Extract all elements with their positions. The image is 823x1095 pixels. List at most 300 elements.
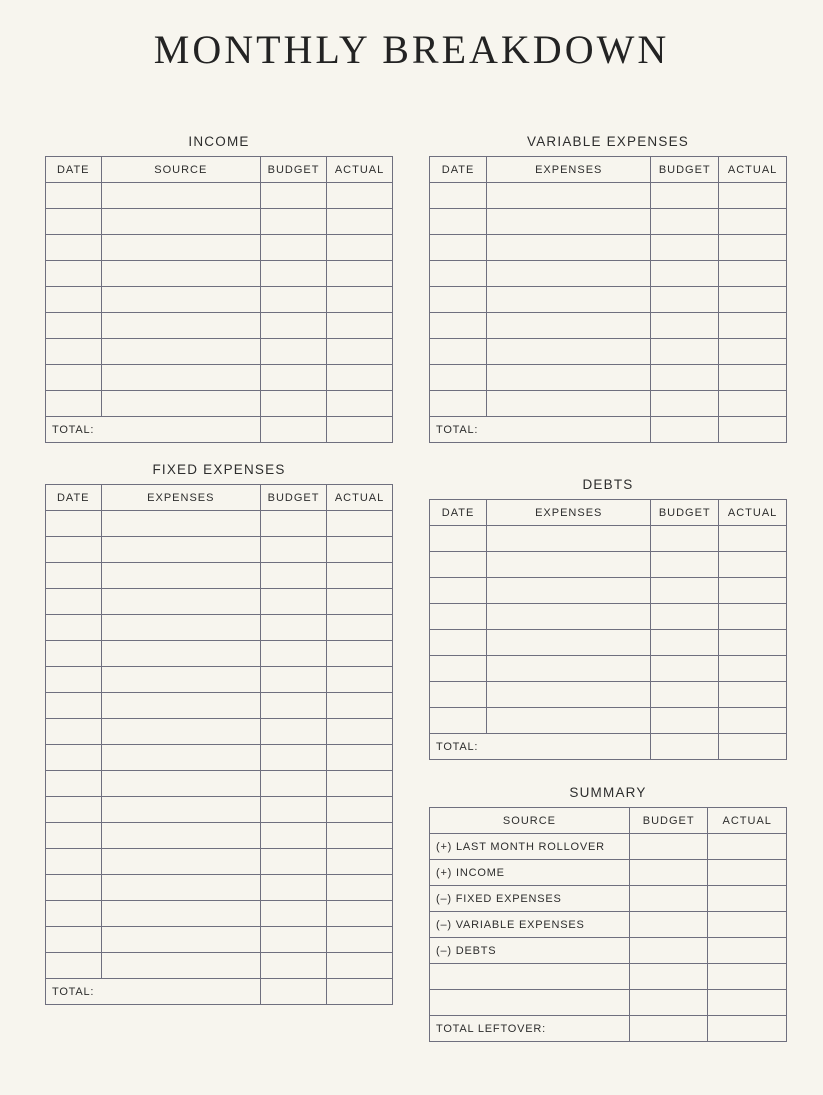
summary-actual-blank[interactable]	[708, 964, 787, 990]
table-row[interactable]	[430, 391, 787, 417]
cell-budget[interactable]	[651, 604, 719, 630]
cell-expenses[interactable]	[487, 365, 651, 391]
cell-budget[interactable]	[651, 209, 719, 235]
table-header-row	[430, 157, 787, 183]
cell-actual[interactable]	[327, 287, 393, 313]
cell-date[interactable]	[46, 823, 102, 849]
table-row[interactable]	[430, 552, 787, 578]
column-header-budget: BUDGET	[261, 485, 327, 511]
column-header-date: DATE	[46, 485, 102, 511]
debts-section	[429, 477, 787, 760]
cell-budget[interactable]	[261, 953, 327, 979]
column-header-date: DATE	[430, 157, 487, 183]
summary-budget-fixed-expenses[interactable]	[629, 886, 708, 912]
column-header-expenses: EXPENSES	[101, 485, 261, 511]
cell-date[interactable]	[46, 745, 102, 771]
cell-budget[interactable]	[651, 391, 719, 417]
summary-total-label: TOTAL LEFTOVER:	[430, 1016, 630, 1042]
table-row[interactable]	[430, 209, 787, 235]
cell-date[interactable]	[430, 526, 487, 552]
cell-date[interactable]	[46, 693, 102, 719]
cell-actual[interactable]	[327, 589, 393, 615]
cell-expenses[interactable]	[487, 708, 651, 734]
table-row[interactable]	[46, 641, 393, 667]
cell-actual[interactable]	[327, 823, 393, 849]
cell-date[interactable]	[46, 563, 102, 589]
table-row[interactable]	[46, 745, 393, 771]
cell-expenses[interactable]	[101, 823, 261, 849]
cell-actual[interactable]	[719, 287, 787, 313]
summary-label-rollover: (+) LAST MONTH ROLLOVER	[430, 834, 630, 860]
cell-source[interactable]	[101, 287, 261, 313]
cell-budget[interactable]	[261, 537, 327, 563]
cell-expenses[interactable]	[487, 656, 651, 682]
debts-section-title: DEBTS	[582, 477, 634, 492]
cell-budget[interactable]	[651, 287, 719, 313]
table-row[interactable]	[430, 630, 787, 656]
summary-actual-blank[interactable]	[708, 990, 787, 1016]
cell-date[interactable]	[46, 667, 102, 693]
debts-total-budget[interactable]	[651, 734, 719, 760]
table-row[interactable]	[430, 313, 787, 339]
cell-actual[interactable]	[327, 849, 393, 875]
cell-date[interactable]	[430, 552, 487, 578]
table-row[interactable]	[46, 615, 393, 641]
summary-total-row[interactable]	[430, 1016, 787, 1042]
cell-expenses[interactable]	[101, 693, 261, 719]
summary-label-debts: (–) DEBTS	[430, 938, 630, 964]
table-row[interactable]	[46, 771, 393, 797]
cell-actual[interactable]	[327, 745, 393, 771]
cell-budget[interactable]	[651, 339, 719, 365]
cell-date[interactable]	[46, 287, 102, 313]
fixed-expenses-table	[45, 484, 393, 1005]
table-row[interactable]	[46, 537, 393, 563]
cell-expenses[interactable]	[487, 209, 651, 235]
table-row[interactable]	[46, 261, 393, 287]
cell-actual[interactable]	[327, 771, 393, 797]
cell-date[interactable]	[46, 615, 102, 641]
cell-budget[interactable]	[261, 875, 327, 901]
column-header-budget: BUDGET	[651, 500, 719, 526]
cell-date[interactable]	[430, 261, 487, 287]
table-row[interactable]	[430, 526, 787, 552]
cell-expenses[interactable]	[101, 901, 261, 927]
cell-actual[interactable]	[327, 261, 393, 287]
table-row[interactable]	[430, 656, 787, 682]
debts-total-actual[interactable]	[719, 734, 787, 760]
cell-actual[interactable]	[327, 719, 393, 745]
cell-budget[interactable]	[261, 615, 327, 641]
summary-actual-fixed-expenses[interactable]	[708, 886, 787, 912]
cell-actual[interactable]	[327, 563, 393, 589]
summary-row-rollover[interactable]	[430, 834, 787, 860]
cell-budget[interactable]	[261, 235, 327, 261]
cell-actual[interactable]	[719, 391, 787, 417]
cell-expenses[interactable]	[101, 641, 261, 667]
cell-date[interactable]	[430, 235, 487, 261]
column-header-budget: BUDGET	[261, 157, 327, 183]
cell-budget[interactable]	[261, 823, 327, 849]
cell-expenses[interactable]	[101, 875, 261, 901]
cell-budget[interactable]	[651, 183, 719, 209]
cell-actual[interactable]	[719, 656, 787, 682]
cell-budget[interactable]	[261, 849, 327, 875]
cell-budget[interactable]	[261, 589, 327, 615]
cell-expenses[interactable]	[487, 313, 651, 339]
summary-row-variable-expenses[interactable]	[430, 912, 787, 938]
cell-expenses[interactable]	[101, 849, 261, 875]
cell-actual[interactable]	[327, 537, 393, 563]
cell-actual[interactable]	[327, 209, 393, 235]
cell-budget[interactable]	[651, 526, 719, 552]
cell-source[interactable]	[101, 365, 261, 391]
cell-actual[interactable]	[719, 339, 787, 365]
variable-expenses-total-budget[interactable]	[651, 417, 719, 443]
summary-label-blank[interactable]	[430, 964, 630, 990]
summary-row-income[interactable]	[430, 860, 787, 886]
summary-row-fixed-expenses[interactable]	[430, 886, 787, 912]
cell-budget[interactable]	[261, 183, 327, 209]
income-total-row[interactable]	[46, 417, 393, 443]
cell-actual[interactable]	[719, 261, 787, 287]
cell-expenses[interactable]	[101, 771, 261, 797]
cell-expenses[interactable]	[487, 261, 651, 287]
table-row[interactable]	[430, 578, 787, 604]
cell-actual[interactable]	[327, 693, 393, 719]
cell-date[interactable]	[46, 641, 102, 667]
cell-expenses[interactable]	[101, 745, 261, 771]
fixed-expenses-total-row[interactable]	[46, 979, 393, 1005]
cell-expenses[interactable]	[487, 235, 651, 261]
cell-budget[interactable]	[261, 563, 327, 589]
cell-date[interactable]	[46, 537, 102, 563]
table-row[interactable]	[46, 953, 393, 979]
cell-date[interactable]	[430, 365, 487, 391]
summary-budget-variable-expenses[interactable]	[629, 912, 708, 938]
cell-source[interactable]	[101, 209, 261, 235]
cell-actual[interactable]	[327, 183, 393, 209]
column-header-actual: ACTUAL	[719, 500, 787, 526]
table-row[interactable]	[46, 849, 393, 875]
cell-expenses[interactable]	[487, 526, 651, 552]
table-row[interactable]	[430, 287, 787, 313]
column-header-actual: ACTUAL	[327, 485, 393, 511]
cell-date[interactable]	[46, 235, 102, 261]
cell-budget[interactable]	[651, 656, 719, 682]
cell-budget[interactable]	[261, 901, 327, 927]
debts-table	[429, 499, 787, 760]
table-row[interactable]	[430, 682, 787, 708]
summary-total-actual[interactable]	[708, 1016, 787, 1042]
cell-source[interactable]	[101, 183, 261, 209]
cell-expenses[interactable]	[487, 391, 651, 417]
table-row[interactable]	[430, 183, 787, 209]
cell-actual[interactable]	[327, 235, 393, 261]
cell-budget[interactable]	[651, 708, 719, 734]
table-row[interactable]	[430, 604, 787, 630]
summary-label-variable-expenses: (–) VARIABLE EXPENSES	[430, 912, 630, 938]
cell-date[interactable]	[46, 875, 102, 901]
table-row[interactable]	[46, 339, 393, 365]
column-header-actual: ACTUAL	[327, 157, 393, 183]
summary-total-budget[interactable]	[629, 1016, 708, 1042]
table-row[interactable]	[46, 365, 393, 391]
cell-actual[interactable]	[719, 526, 787, 552]
table-header-row	[46, 157, 393, 183]
column-header-source: SOURCE	[430, 808, 630, 834]
cell-budget[interactable]	[261, 667, 327, 693]
cell-source[interactable]	[101, 261, 261, 287]
table-row[interactable]	[430, 365, 787, 391]
summary-actual-debts[interactable]	[708, 938, 787, 964]
cell-actual[interactable]	[327, 615, 393, 641]
summary-actual-variable-expenses[interactable]	[708, 912, 787, 938]
income-section-title: INCOME	[188, 134, 250, 149]
column-header-date: DATE	[430, 500, 487, 526]
variable-expenses-section-title: VARIABLE EXPENSES	[527, 134, 689, 149]
summary-budget-blank[interactable]	[629, 964, 708, 990]
cell-expenses[interactable]	[487, 183, 651, 209]
cell-expenses[interactable]	[487, 578, 651, 604]
cell-actual[interactable]	[327, 875, 393, 901]
table-row[interactable]	[46, 901, 393, 927]
cell-date[interactable]	[430, 578, 487, 604]
cell-actual[interactable]	[719, 552, 787, 578]
cell-actual[interactable]	[327, 953, 393, 979]
fixed-expenses-total-budget[interactable]	[261, 979, 327, 1005]
cell-date[interactable]	[46, 849, 102, 875]
cell-actual[interactable]	[327, 339, 393, 365]
summary-budget-rollover[interactable]	[629, 834, 708, 860]
table-row[interactable]	[46, 719, 393, 745]
cell-budget[interactable]	[651, 552, 719, 578]
column-header-expenses: EXPENSES	[487, 157, 651, 183]
cell-actual[interactable]	[327, 365, 393, 391]
cell-actual[interactable]	[327, 391, 393, 417]
summary-budget-blank[interactable]	[629, 990, 708, 1016]
table-row[interactable]	[46, 875, 393, 901]
cell-expenses[interactable]	[101, 719, 261, 745]
cell-date[interactable]	[46, 391, 102, 417]
cell-budget[interactable]	[261, 693, 327, 719]
cell-expenses[interactable]	[487, 287, 651, 313]
cell-actual[interactable]	[327, 667, 393, 693]
cell-actual[interactable]	[327, 313, 393, 339]
cell-actual[interactable]	[719, 235, 787, 261]
summary-table	[429, 807, 787, 1042]
table-row[interactable]	[46, 209, 393, 235]
table-row[interactable]	[46, 797, 393, 823]
cell-date[interactable]	[46, 927, 102, 953]
cell-date[interactable]	[430, 183, 487, 209]
cell-actual[interactable]	[327, 927, 393, 953]
cell-actual[interactable]	[719, 604, 787, 630]
cell-date[interactable]	[46, 313, 102, 339]
column-header-date: DATE	[46, 157, 102, 183]
cell-date[interactable]	[46, 183, 102, 209]
cell-budget[interactable]	[651, 630, 719, 656]
cell-budget[interactable]	[261, 927, 327, 953]
summary-budget-debts[interactable]	[629, 938, 708, 964]
summary-table-body	[430, 834, 787, 1042]
variable-expenses-table-body	[430, 183, 787, 443]
cell-date[interactable]	[46, 953, 102, 979]
fixed-expenses-total-actual[interactable]	[327, 979, 393, 1005]
cell-expenses[interactable]	[101, 537, 261, 563]
table-row[interactable]	[46, 183, 393, 209]
cell-source[interactable]	[101, 339, 261, 365]
cell-expenses[interactable]	[101, 953, 261, 979]
table-row[interactable]	[46, 589, 393, 615]
cell-budget[interactable]	[261, 745, 327, 771]
cell-date[interactable]	[430, 708, 487, 734]
cell-expenses[interactable]	[101, 615, 261, 641]
cell-budget[interactable]	[261, 339, 327, 365]
cell-actual[interactable]	[327, 511, 393, 537]
income-table-body	[46, 183, 393, 443]
cell-actual[interactable]	[719, 578, 787, 604]
cell-actual[interactable]	[719, 630, 787, 656]
cell-budget[interactable]	[261, 771, 327, 797]
table-row[interactable]	[430, 708, 787, 734]
cell-date[interactable]	[430, 313, 487, 339]
table-row[interactable]	[430, 964, 787, 990]
fixed-expenses-total-label: TOTAL:	[46, 979, 261, 1005]
cell-budget[interactable]	[261, 365, 327, 391]
cell-expenses[interactable]	[101, 589, 261, 615]
cell-date[interactable]	[46, 719, 102, 745]
cell-budget[interactable]	[651, 365, 719, 391]
cell-budget[interactable]	[651, 578, 719, 604]
cell-actual[interactable]	[719, 708, 787, 734]
cell-date[interactable]	[430, 339, 487, 365]
cell-expenses[interactable]	[487, 630, 651, 656]
cell-actual[interactable]	[327, 641, 393, 667]
table-row[interactable]	[46, 563, 393, 589]
cell-date[interactable]	[430, 630, 487, 656]
cell-expenses[interactable]	[101, 797, 261, 823]
variable-expenses-total-actual[interactable]	[719, 417, 787, 443]
table-row[interactable]	[430, 990, 787, 1016]
cell-expenses[interactable]	[487, 552, 651, 578]
table-row[interactable]	[46, 235, 393, 261]
table-row[interactable]	[430, 235, 787, 261]
cell-budget[interactable]	[261, 641, 327, 667]
summary-label-blank[interactable]	[430, 990, 630, 1016]
cell-budget[interactable]	[651, 313, 719, 339]
cell-budget[interactable]	[261, 391, 327, 417]
cell-date[interactable]	[46, 901, 102, 927]
cell-budget[interactable]	[651, 682, 719, 708]
cell-date[interactable]	[430, 391, 487, 417]
cell-source[interactable]	[101, 391, 261, 417]
page-title: MONTHLY BREAKDOWN	[153, 27, 670, 72]
cell-actual[interactable]	[327, 901, 393, 927]
table-row[interactable]	[46, 511, 393, 537]
cell-expenses[interactable]	[487, 604, 651, 630]
table-row[interactable]	[46, 313, 393, 339]
cell-budget[interactable]	[651, 261, 719, 287]
debts-total-label: TOTAL:	[430, 734, 651, 760]
summary-actual-rollover[interactable]	[708, 834, 787, 860]
table-row[interactable]	[46, 391, 393, 417]
cell-budget[interactable]	[261, 287, 327, 313]
table-row[interactable]	[46, 667, 393, 693]
fixed-expenses-table-body	[46, 511, 393, 1005]
income-total-budget[interactable]	[261, 417, 327, 443]
cell-date[interactable]	[46, 339, 102, 365]
cell-budget[interactable]	[261, 313, 327, 339]
variable-expenses-total-label: TOTAL:	[430, 417, 651, 443]
cell-date[interactable]	[46, 209, 102, 235]
table-row[interactable]	[46, 287, 393, 313]
cell-budget[interactable]	[651, 235, 719, 261]
table-row[interactable]	[430, 339, 787, 365]
income-total-actual[interactable]	[327, 417, 393, 443]
cell-budget[interactable]	[261, 511, 327, 537]
cell-actual[interactable]	[719, 183, 787, 209]
cell-actual[interactable]	[719, 209, 787, 235]
income-section	[45, 134, 393, 443]
cell-expenses[interactable]	[487, 682, 651, 708]
summary-section	[429, 785, 787, 1042]
cell-source[interactable]	[101, 235, 261, 261]
cell-actual[interactable]	[719, 682, 787, 708]
table-row[interactable]	[46, 823, 393, 849]
cell-actual[interactable]	[327, 797, 393, 823]
summary-budget-income[interactable]	[629, 860, 708, 886]
cell-date[interactable]	[46, 771, 102, 797]
cell-expenses[interactable]	[487, 339, 651, 365]
variable-expenses-total-row[interactable]	[430, 417, 787, 443]
debts-table-body	[430, 526, 787, 760]
table-row[interactable]	[46, 927, 393, 953]
column-header-budget: BUDGET	[629, 808, 708, 834]
debts-total-row[interactable]	[430, 734, 787, 760]
cell-actual[interactable]	[719, 313, 787, 339]
cell-date[interactable]	[46, 261, 102, 287]
cell-expenses[interactable]	[101, 667, 261, 693]
table-row[interactable]	[46, 693, 393, 719]
cell-expenses[interactable]	[101, 927, 261, 953]
cell-budget[interactable]	[261, 719, 327, 745]
summary-row-debts[interactable]	[430, 938, 787, 964]
table-row[interactable]	[430, 261, 787, 287]
cell-actual[interactable]	[719, 365, 787, 391]
cell-date[interactable]	[46, 365, 102, 391]
cell-expenses[interactable]	[101, 511, 261, 537]
cell-source[interactable]	[101, 313, 261, 339]
cell-date[interactable]	[46, 511, 102, 537]
column-header-source: SOURCE	[101, 157, 261, 183]
cell-date[interactable]	[46, 797, 102, 823]
column-header-actual: ACTUAL	[708, 808, 787, 834]
cell-budget[interactable]	[261, 209, 327, 235]
summary-actual-income[interactable]	[708, 860, 787, 886]
cell-budget[interactable]	[261, 797, 327, 823]
cell-budget[interactable]	[261, 261, 327, 287]
cell-date[interactable]	[430, 287, 487, 313]
summary-label-fixed-expenses: (–) FIXED EXPENSES	[430, 886, 630, 912]
cell-date[interactable]	[430, 656, 487, 682]
cell-date[interactable]	[46, 589, 102, 615]
summary-label-income: (+) INCOME	[430, 860, 630, 886]
cell-date[interactable]	[430, 209, 487, 235]
cell-expenses[interactable]	[101, 563, 261, 589]
cell-date[interactable]	[430, 604, 487, 630]
cell-date[interactable]	[430, 682, 487, 708]
